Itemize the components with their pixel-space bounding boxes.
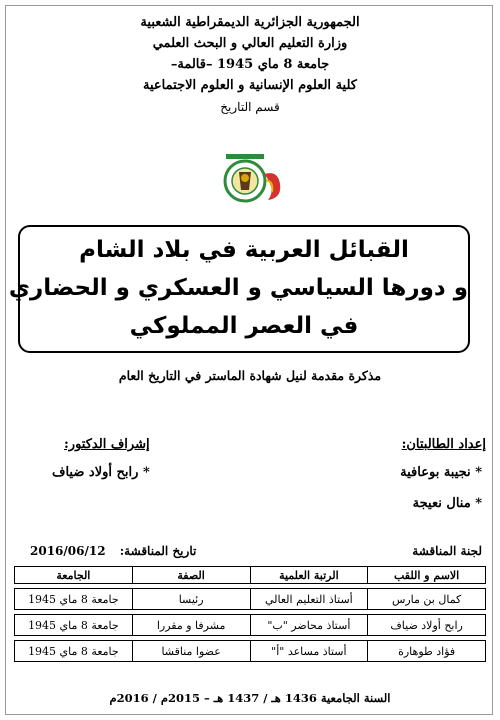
university-logo-icon <box>212 150 290 208</box>
thesis-title-box <box>8 225 470 353</box>
table-row <box>15 589 486 610</box>
title-line-1: القبائل العربية في بلاد الشام <box>79 237 409 263</box>
supervisor-label: إشراف الدكتور: <box>64 437 150 452</box>
table-cell: أستاذ مساعد "أ" <box>250 641 368 662</box>
defense-date-value: 2016/06/12 <box>30 544 106 558</box>
table-cell: رابح أولاد ضياف <box>368 615 486 636</box>
title-line-3: في العصر المملوكي <box>129 313 359 339</box>
table-cell: أستاذ محاضر "ب" <box>250 615 368 636</box>
table-header-row <box>15 567 486 584</box>
table-cell: مشرفا و مقررا <box>132 615 250 636</box>
table-cell: جامعة 8 ماي 1945 <box>15 641 133 662</box>
table-row <box>15 641 486 662</box>
column-header: الاسم و اللقب <box>368 567 486 584</box>
committee-table <box>14 566 486 662</box>
committee-label: لجنة المناقشة <box>412 544 482 558</box>
table-cell: رئيسا <box>132 589 250 610</box>
column-header: الصفة <box>132 567 250 584</box>
faculty-name: كلية العلوم الإنسانية و العلوم الاجتماعية <box>143 78 357 93</box>
academic-year: السنة الجامعية 1436 هـ / 1437 هـ – 2015م / 2016م <box>109 691 391 705</box>
title-line-2: و دورها السياسي و العسكري و الحضاري <box>8 275 468 301</box>
table-cell: أستاذ التعليم العالي <box>250 589 368 610</box>
table-row <box>15 615 486 636</box>
table-cell: جامعة 8 ماي 1945 <box>15 589 133 610</box>
institution-header <box>40 12 460 118</box>
column-header: الجامعة <box>15 567 133 584</box>
university-name: جامعة 8 ماي 1945 –قالمة– <box>170 57 330 72</box>
supervisor-name: * رابح أولاد ضياف <box>52 465 150 480</box>
table-cell: عضوا مناقشا <box>132 641 250 662</box>
table-cell: جامعة 8 ماي 1945 <box>15 615 133 636</box>
thesis-subtitle: مذكرة مقدمة لنيل شهادة الماستر في التاريخ العام <box>118 368 382 383</box>
table-cell: فؤاد طوهارة <box>368 641 486 662</box>
table-cell: كمال بن مارس <box>368 589 486 610</box>
student-name: * منال نعيجة <box>412 496 482 511</box>
ministry-name: وزارة التعليم العالي و البحث العلمي <box>152 36 348 51</box>
prepared-by-label: إعداد الطالبتان: <box>401 437 486 452</box>
column-header: الرتبة العلمية <box>250 567 368 584</box>
department-name: قسم التاريخ <box>220 100 280 114</box>
republic-name: الجمهورية الجزائرية الديمقراطية الشعبية <box>140 15 360 30</box>
defense-date <box>30 544 196 558</box>
student-name: * نجيبة بوعافية <box>400 465 482 480</box>
defense-date-label: تاريخ المناقشة: <box>119 544 197 558</box>
